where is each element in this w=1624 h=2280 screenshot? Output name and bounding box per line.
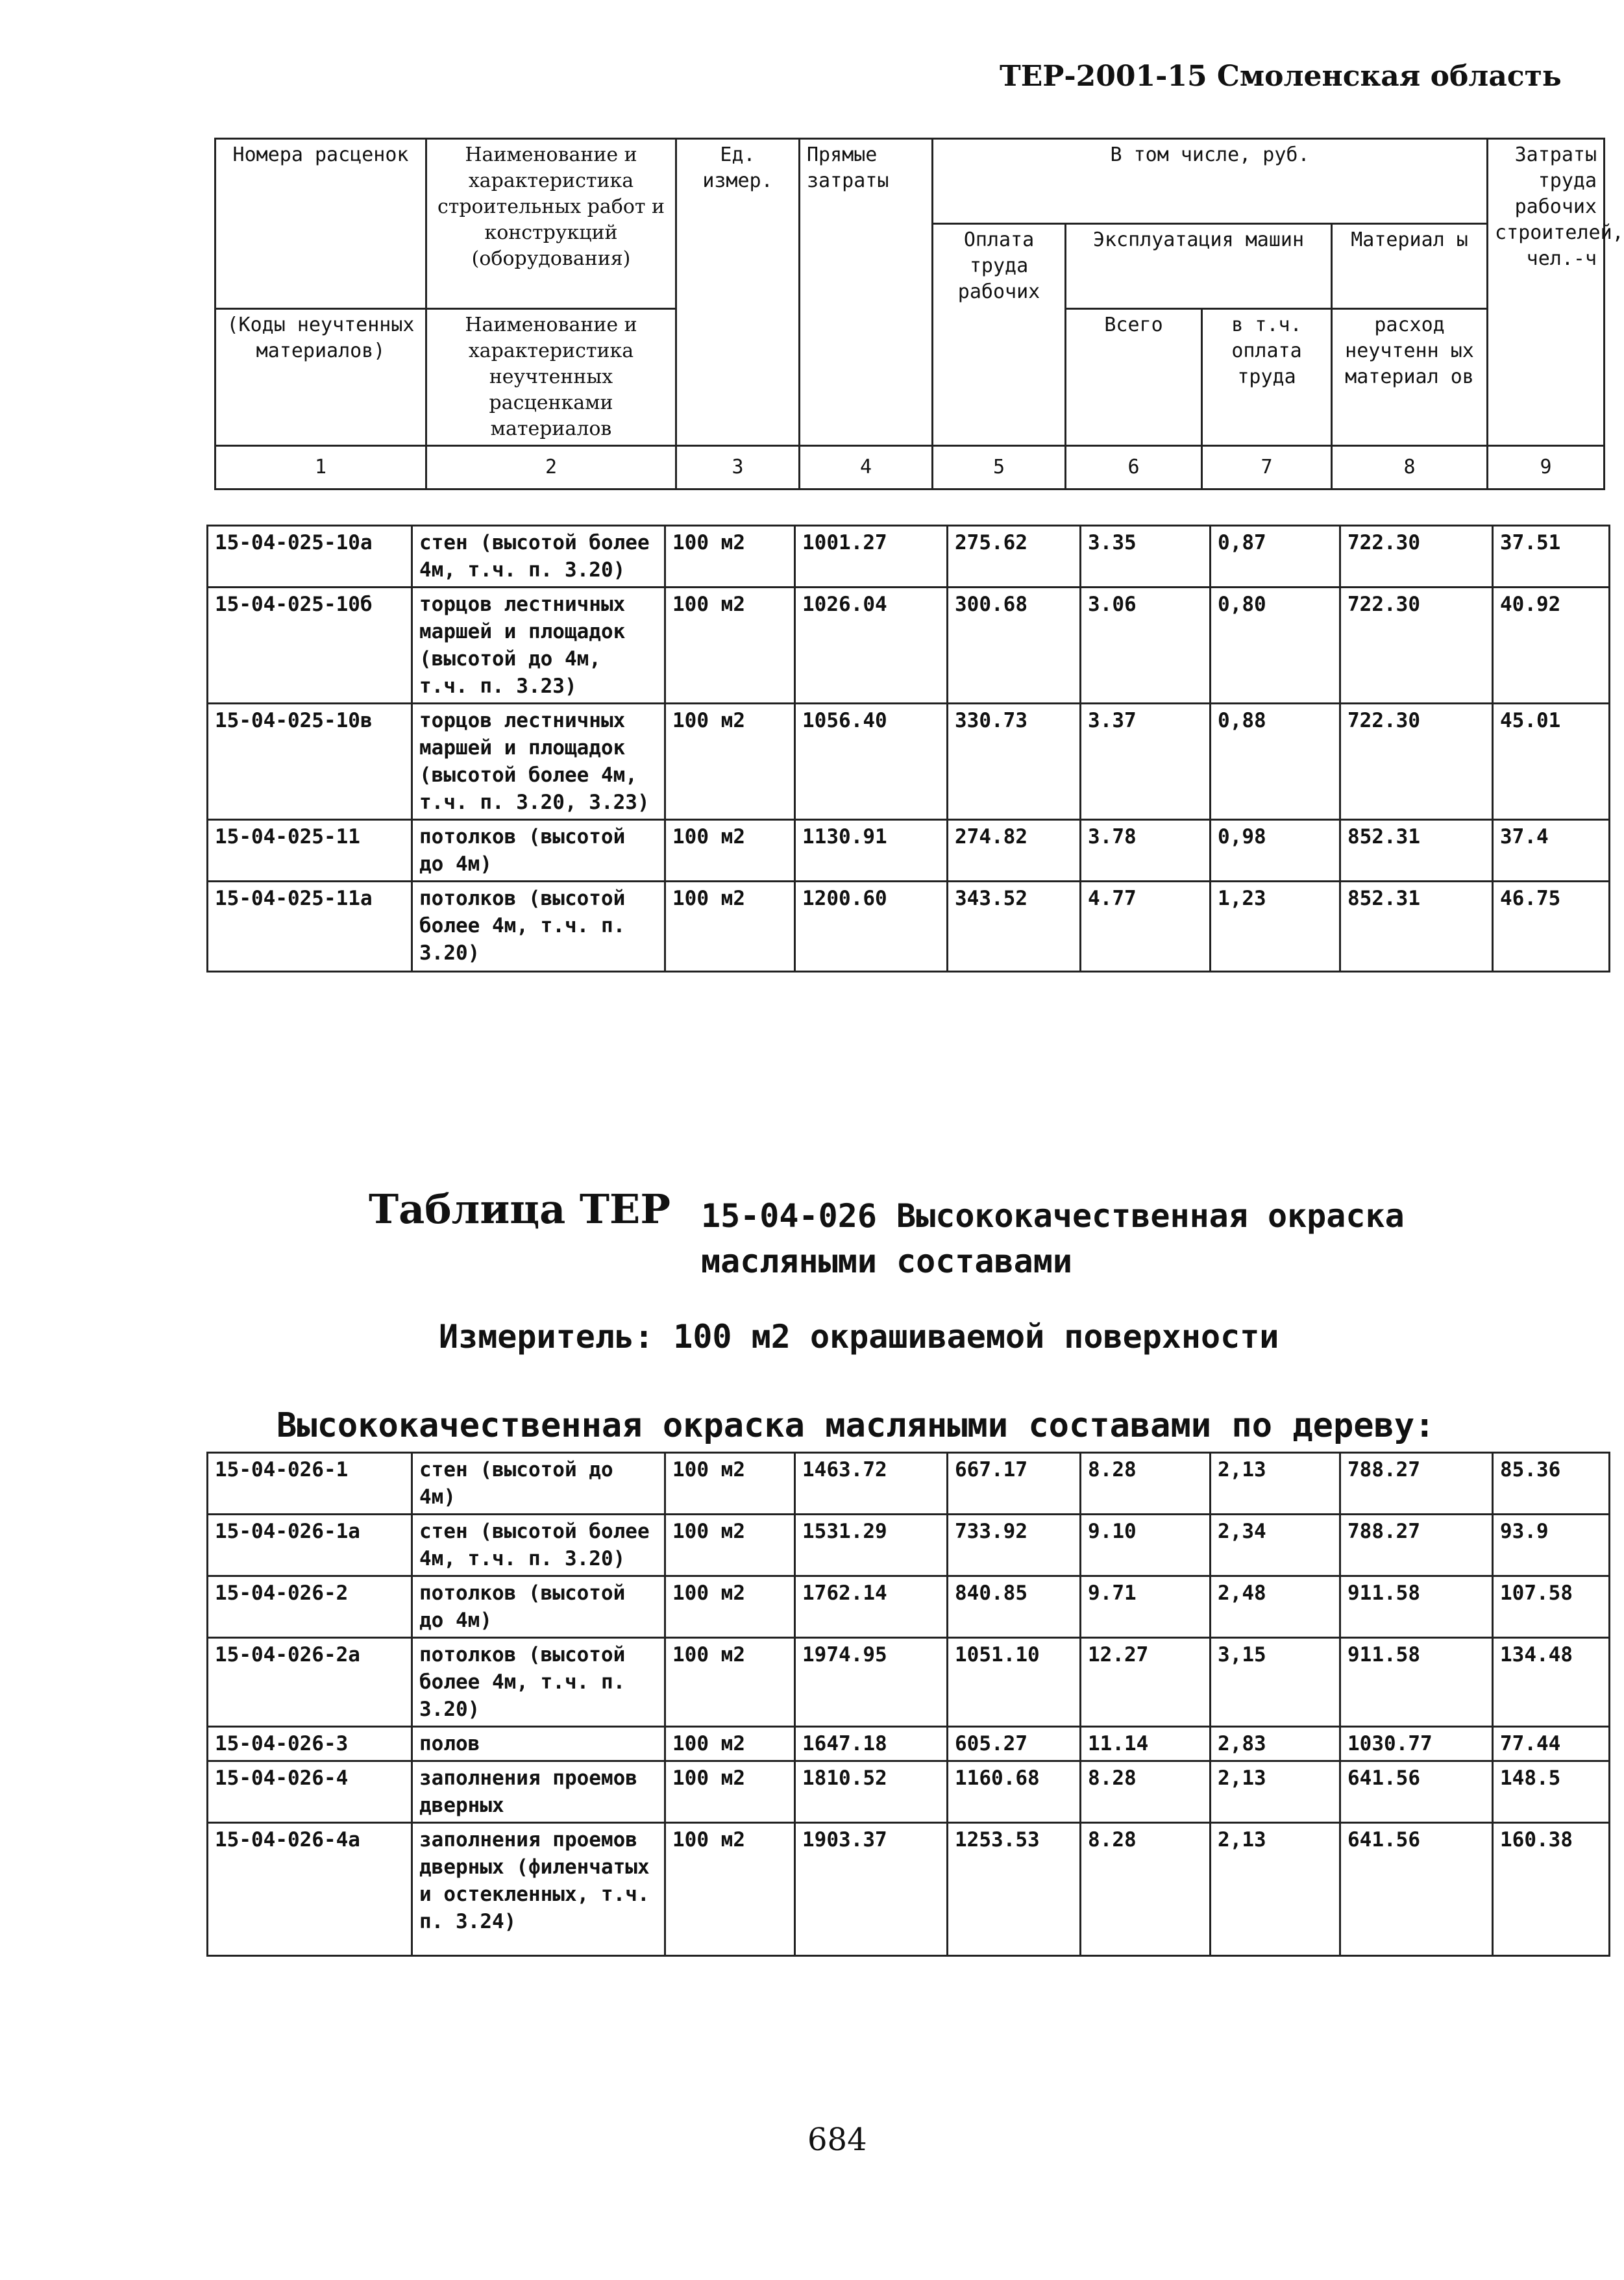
machine-cost-cell: 12.27 — [1081, 1638, 1211, 1727]
labor-hours-cell: 107.58 — [1493, 1576, 1610, 1638]
labor-hours-cell: 46.75 — [1493, 882, 1610, 972]
column-number: 3 — [676, 446, 800, 489]
work-name-cell: стен (высотой более 4м, т.ч. п. 3.20) — [412, 1515, 665, 1576]
rate-code-cell: 15-04-026-4а — [208, 1823, 412, 1956]
column-number: 7 — [1202, 446, 1332, 489]
col-wage-header: Оплата труда рабочих — [933, 224, 1066, 446]
column-number: 1 — [215, 446, 426, 489]
direct-cost-cell: 1200.60 — [795, 882, 948, 972]
table-row — [208, 1761, 1610, 1823]
labor-hours-cell: 45.01 — [1493, 704, 1610, 820]
direct-cost-cell: 1903.37 — [795, 1823, 948, 1956]
work-name-cell: стен (высотой более 4м, т.ч. п. 3.20) — [412, 526, 665, 588]
worker-wage-cell: 300.68 — [948, 588, 1081, 704]
machine-wage-cell: 0,80 — [1211, 588, 1340, 704]
col-unit-header: Ед. измер. — [676, 139, 800, 446]
unit-cell: 100 м2 — [665, 526, 795, 588]
unit-cell: 100 м2 — [665, 1515, 795, 1576]
measure-unit-line: Измеритель: 100 м2 окрашиваемой поверхности — [439, 1318, 1279, 1356]
table-row — [208, 1823, 1610, 1956]
worker-wage-cell: 667.17 — [948, 1453, 1081, 1515]
column-number: 5 — [933, 446, 1066, 489]
unit-cell: 100 м2 — [665, 1576, 795, 1638]
rate-code-cell: 15-04-026-1 — [208, 1453, 412, 1515]
material-cost-cell: 722.30 — [1340, 588, 1493, 704]
machine-cost-cell: 11.14 — [1081, 1727, 1211, 1761]
column-number: 6 — [1066, 446, 1202, 489]
machine-wage-cell: 2,34 — [1211, 1515, 1340, 1576]
table-row — [208, 1727, 1610, 1761]
machine-cost-cell: 3.37 — [1081, 704, 1211, 820]
machine-cost-cell: 9.71 — [1081, 1576, 1211, 1638]
labor-hours-cell: 77.44 — [1493, 1727, 1610, 1761]
material-cost-cell: 788.27 — [1340, 1515, 1493, 1576]
col-machines-header: Эксплуатация машин — [1066, 224, 1332, 309]
rate-code-cell: 15-04-025-11 — [208, 820, 412, 882]
machine-wage-cell: 0,98 — [1211, 820, 1340, 882]
table-row — [208, 820, 1610, 882]
direct-cost-cell: 1531.29 — [795, 1515, 948, 1576]
table-row — [208, 1576, 1610, 1638]
work-name-cell: потолков (высотой более 4м, т.ч. п. 3.20) — [412, 1638, 665, 1727]
machine-cost-cell: 4.77 — [1081, 882, 1211, 972]
direct-cost-cell: 1974.95 — [795, 1638, 948, 1727]
table-row — [208, 882, 1610, 972]
worker-wage-cell: 1253.53 — [948, 1823, 1081, 1956]
direct-cost-cell: 1762.14 — [795, 1576, 948, 1638]
rate-code-cell: 15-04-025-10в — [208, 704, 412, 820]
table-row — [208, 526, 1610, 588]
direct-cost-cell: 1647.18 — [795, 1727, 948, 1761]
work-name-cell: заполнения проемов дверных (филенчатых и остекленных, т.ч. п. 3.24) — [412, 1823, 665, 1956]
col-including-header: В том числе, руб. — [933, 139, 1488, 224]
rate-code-cell: 15-04-026-2 — [208, 1576, 412, 1638]
column-number: 8 — [1332, 446, 1488, 489]
unit-cell: 100 м2 — [665, 1638, 795, 1727]
material-cost-cell: 641.56 — [1340, 1823, 1493, 1956]
col-direct-header: Прямые затраты — [800, 139, 933, 446]
unit-cell: 100 м2 — [665, 1823, 795, 1956]
machine-wage-cell: 3,15 — [1211, 1638, 1340, 1727]
worker-wage-cell: 275.62 — [948, 526, 1081, 588]
table-row — [208, 588, 1610, 704]
machine-wage-cell: 1,23 — [1211, 882, 1340, 972]
machine-cost-cell: 3.06 — [1081, 588, 1211, 704]
page-number: 684 — [807, 2122, 867, 2158]
material-cost-cell: 911.58 — [1340, 1576, 1493, 1638]
rate-code-cell: 15-04-026-3 — [208, 1727, 412, 1761]
rates-table-025 — [206, 525, 1610, 973]
machine-wage-cell: 2,48 — [1211, 1576, 1340, 1638]
material-cost-cell: 722.30 — [1340, 526, 1493, 588]
machine-cost-cell: 8.28 — [1081, 1823, 1211, 1956]
col-materials-header: Материал ы — [1332, 224, 1488, 309]
labor-hours-cell: 148.5 — [1493, 1761, 1610, 1823]
rate-code-cell: 15-04-025-11а — [208, 882, 412, 972]
labor-hours-cell: 134.48 — [1493, 1638, 1610, 1727]
work-name-cell: потолков (высотой до 4м) — [412, 1576, 665, 1638]
unit-cell: 100 м2 — [665, 820, 795, 882]
col-name-header: Наименование и характеристика строительных работ и конструкций (оборудования) — [426, 139, 676, 309]
material-cost-cell: 641.56 — [1340, 1761, 1493, 1823]
direct-cost-cell: 1810.52 — [795, 1761, 948, 1823]
worker-wage-cell: 343.52 — [948, 882, 1081, 972]
machine-wage-cell: 2,13 — [1211, 1761, 1340, 1823]
worker-wage-cell: 274.82 — [948, 820, 1081, 882]
section-subheading: Высококачественная окраска масляными составами по дереву: — [277, 1406, 1435, 1445]
machine-wage-cell: 2,13 — [1211, 1823, 1340, 1956]
material-cost-cell: 852.31 — [1340, 882, 1493, 972]
work-name-cell: заполнения проемов дверных — [412, 1761, 665, 1823]
rates-table-026 — [206, 1452, 1610, 1957]
machine-wage-cell: 2,83 — [1211, 1727, 1340, 1761]
header-table — [214, 138, 1624, 490]
machine-cost-cell: 3.78 — [1081, 820, 1211, 882]
worker-wage-cell: 330.73 — [948, 704, 1081, 820]
labor-hours-cell: 37.4 — [1493, 820, 1610, 882]
column-number: 4 — [800, 446, 933, 489]
material-cost-cell: 911.58 — [1340, 1638, 1493, 1727]
worker-wage-cell: 840.85 — [948, 1576, 1081, 1638]
machine-cost-cell: 3.35 — [1081, 526, 1211, 588]
work-name-cell: потолков (высотой более 4м, т.ч. п. 3.20) — [412, 882, 665, 972]
col-materials-consumption-header: расход неучтенн ых материал ов — [1332, 309, 1488, 446]
work-name-cell: стен (высотой до 4м) — [412, 1453, 665, 1515]
work-name-cell: полов — [412, 1727, 665, 1761]
table-row — [208, 1453, 1610, 1515]
machine-cost-cell: 8.28 — [1081, 1453, 1211, 1515]
machine-wage-cell: 2,13 — [1211, 1453, 1340, 1515]
machine-cost-cell: 9.10 — [1081, 1515, 1211, 1576]
worker-wage-cell: 605.27 — [948, 1727, 1081, 1761]
table-row — [208, 704, 1610, 820]
unit-cell: 100 м2 — [665, 882, 795, 972]
material-cost-cell: 852.31 — [1340, 820, 1493, 882]
machine-wage-cell: 0,88 — [1211, 704, 1340, 820]
table-row — [208, 1515, 1610, 1576]
unit-cell: 100 м2 — [665, 704, 795, 820]
worker-wage-cell: 733.92 — [948, 1515, 1081, 1576]
machine-cost-cell: 8.28 — [1081, 1761, 1211, 1823]
direct-cost-cell: 1026.04 — [795, 588, 948, 704]
direct-cost-cell: 1001.27 — [795, 526, 948, 588]
column-number-row — [215, 446, 1605, 489]
rate-code-cell: 15-04-025-10а — [208, 526, 412, 588]
rate-code-cell: 15-04-026-1а — [208, 1515, 412, 1576]
rate-code-cell: 15-04-026-4 — [208, 1761, 412, 1823]
labor-hours-cell: 37.51 — [1493, 526, 1610, 588]
labor-hours-cell: 85.36 — [1493, 1453, 1610, 1515]
direct-cost-cell: 1056.40 — [795, 704, 948, 820]
col-machines-total-header: Всего — [1066, 309, 1202, 446]
worker-wage-cell: 1160.68 — [948, 1761, 1081, 1823]
unit-cell: 100 м2 — [665, 1727, 795, 1761]
material-cost-cell: 722.30 — [1340, 704, 1493, 820]
work-name-cell: торцов лестничных маршей и площадок (высотой более 4м, т.ч. п. 3.20, 3.23) — [412, 704, 665, 820]
column-number: 9 — [1488, 446, 1605, 489]
rate-code-cell: 15-04-026-2а — [208, 1638, 412, 1727]
direct-cost-cell: 1463.72 — [795, 1453, 948, 1515]
unit-cell: 100 м2 — [665, 1453, 795, 1515]
running-head: ТЕР-2001-15 Смоленская область — [1000, 60, 1562, 93]
rate-code-cell: 15-04-025-10б — [208, 588, 412, 704]
col-machines-wage-header: в т.ч. оплата труда — [1202, 309, 1332, 446]
table-caption-label: Таблица ТЕР — [369, 1185, 671, 1233]
material-cost-cell: 788.27 — [1340, 1453, 1493, 1515]
col-name-unaccounted-header: Наименование и характеристика неучтенных расценками материалов — [426, 309, 676, 446]
unit-cell: 100 м2 — [665, 588, 795, 704]
col-codes-unaccounted-header: (Коды неучтенных материалов) — [215, 309, 426, 446]
column-number: 2 — [426, 446, 676, 489]
labor-hours-cell: 160.38 — [1493, 1823, 1610, 1956]
col-labor-header: Затраты труда рабочих строителей, чел.-ч — [1488, 139, 1605, 446]
table-row — [208, 1638, 1610, 1727]
worker-wage-cell: 1051.10 — [948, 1638, 1081, 1727]
machine-wage-cell: 0,87 — [1211, 526, 1340, 588]
direct-cost-cell: 1130.91 — [795, 820, 948, 882]
material-cost-cell: 1030.77 — [1340, 1727, 1493, 1761]
unit-cell: 100 м2 — [665, 1761, 795, 1823]
col-codes-header: Номера расценок — [215, 139, 426, 309]
work-name-cell: торцов лестничных маршей и площадок (высотой до 4м, т.ч. п. 3.23) — [412, 588, 665, 704]
labor-hours-cell: 40.92 — [1493, 588, 1610, 704]
table-caption-title: 15-04-026 Высококачественная окраска масляными составами — [701, 1197, 1405, 1280]
work-name-cell: потолков (высотой до 4м) — [412, 820, 665, 882]
labor-hours-cell: 93.9 — [1493, 1515, 1610, 1576]
